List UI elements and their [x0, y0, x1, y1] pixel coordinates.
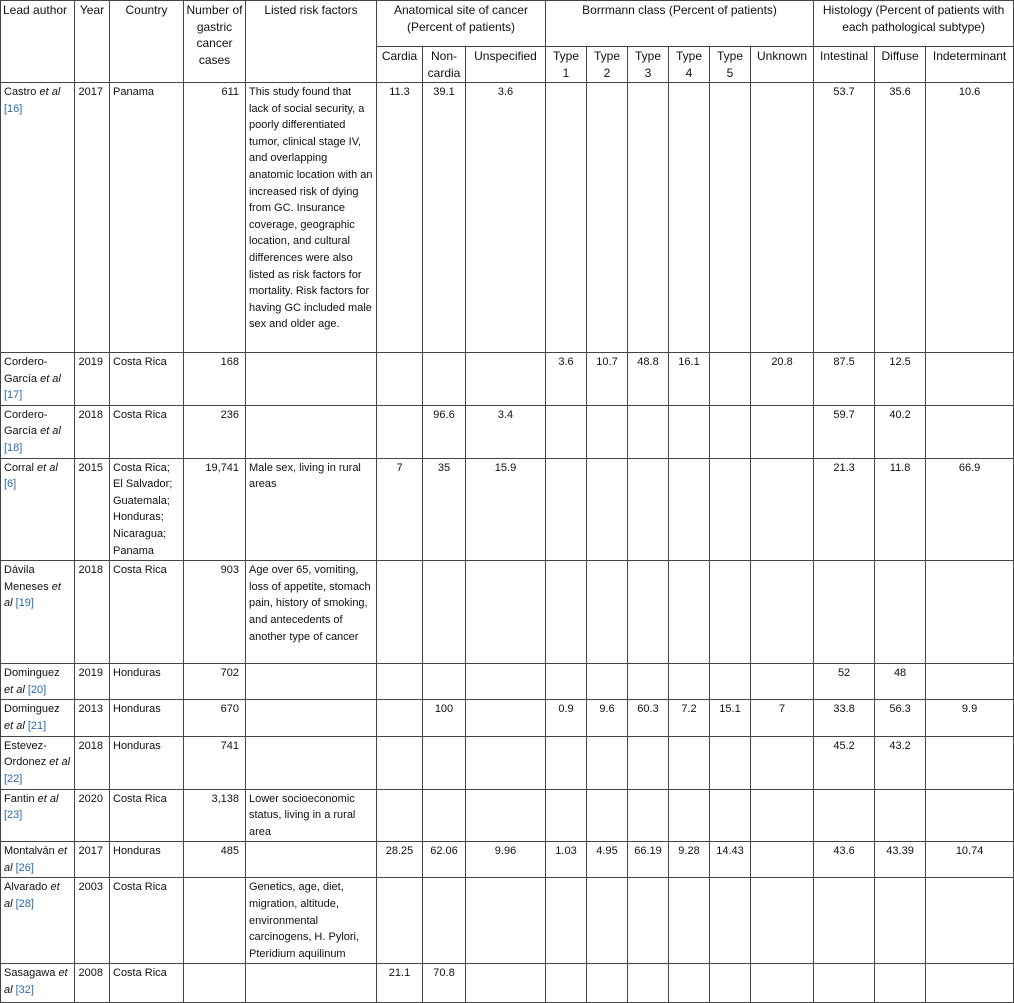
- cell-lead-author: [1, 789, 75, 842]
- cell-t4: [669, 561, 710, 664]
- cell-risk-factors: [246, 736, 377, 789]
- cell-unspec: [466, 353, 546, 406]
- cell-risk-factors: [246, 353, 377, 406]
- author-name: Montalván: [4, 845, 55, 858]
- cell-noncardia: 100: [423, 700, 466, 736]
- reference-link[interactable]: [16]: [4, 102, 23, 115]
- cell-indet: [926, 561, 1014, 664]
- cell-noncardia: [423, 736, 466, 789]
- et-al: et al: [4, 967, 68, 997]
- cell-diffuse: [875, 789, 926, 842]
- reference-link[interactable]: [28]: [15, 898, 34, 911]
- author-name: Dominguez: [4, 703, 60, 716]
- cell-t4: [669, 736, 710, 789]
- author-name: Sasagawa: [4, 967, 56, 980]
- cell-year: 2018: [75, 405, 110, 458]
- cell-t1: [546, 736, 587, 789]
- cell-unspec: 3.4: [466, 405, 546, 458]
- reference-link[interactable]: [17]: [4, 389, 23, 402]
- header-anatomical-site: Anatomical site of cancer (Percent of patients): [377, 1, 546, 47]
- header-unknown: Unknown: [751, 47, 814, 83]
- cell-unknown: [751, 964, 814, 1003]
- reference-link[interactable]: [32]: [15, 984, 34, 997]
- cell-year: 2018: [75, 736, 110, 789]
- header-type-4: Type 4: [669, 47, 710, 83]
- reference-link[interactable]: [6]: [4, 478, 17, 491]
- cell-t2: [587, 458, 628, 561]
- header-lead-author: Lead author: [1, 1, 75, 83]
- header-type-1: Type 1: [546, 47, 587, 83]
- cell-cases: 485: [184, 842, 246, 878]
- header-year: Year: [75, 1, 110, 83]
- cell-diffuse: [875, 561, 926, 664]
- et-al: et al: [49, 756, 71, 769]
- cell-diffuse: 56.3: [875, 700, 926, 736]
- cell-risk-factors: [246, 842, 377, 878]
- cell-t2: 9.6: [587, 700, 628, 736]
- cell-diffuse: 12.5: [875, 353, 926, 406]
- cell-lead-author: [1, 964, 75, 1003]
- reference-link[interactable]: [23]: [4, 809, 23, 822]
- cell-intestinal: 59.7: [814, 405, 875, 458]
- cell-country: Honduras: [110, 700, 184, 736]
- cell-t2: [587, 789, 628, 842]
- cell-cardia: [377, 405, 423, 458]
- et-al: et al: [40, 372, 61, 385]
- cell-unknown: [751, 405, 814, 458]
- cell-t3: 66.19: [628, 842, 669, 878]
- cell-t5: 15.1: [710, 700, 751, 736]
- cell-cardia: [377, 736, 423, 789]
- cell-noncardia: [423, 561, 466, 664]
- header-type-5: Type 5: [710, 47, 751, 83]
- cell-unspec: [466, 736, 546, 789]
- cell-unknown: [751, 789, 814, 842]
- et-al: et al: [37, 461, 58, 474]
- cell-country: Honduras: [110, 736, 184, 789]
- cell-country: Costa Rica: [110, 353, 184, 406]
- cell-t3: 48.8: [628, 353, 669, 406]
- cell-lead-author: [1, 878, 75, 964]
- cell-t4: [669, 964, 710, 1003]
- header-unspecified: Unspecified: [466, 47, 546, 83]
- cell-cases: 702: [184, 664, 246, 700]
- cell-noncardia: 62.06: [423, 842, 466, 878]
- cell-indet: 10.74: [926, 842, 1014, 878]
- cell-intestinal: 45.2: [814, 736, 875, 789]
- cell-risk-factors: Genetics, age, diet, migration, altitude, environmental carcinogens, H. Pylori, Pteridium aquilinum: [246, 878, 377, 964]
- cell-year: 2017: [75, 83, 110, 353]
- cell-indet: [926, 664, 1014, 700]
- cell-t5: 14.43: [710, 842, 751, 878]
- cell-lead-author: [1, 736, 75, 789]
- header-cases: Number of gastric cancer cases: [184, 1, 246, 83]
- cell-country: Costa Rica: [110, 561, 184, 664]
- cell-year: 2015: [75, 458, 110, 561]
- cell-t4: [669, 789, 710, 842]
- cell-t2: [587, 964, 628, 1003]
- cell-noncardia: [423, 789, 466, 842]
- table-row: [1, 353, 1014, 406]
- cell-t3: [628, 964, 669, 1003]
- et-al: et al: [39, 86, 61, 98]
- cell-t4: [669, 664, 710, 700]
- cell-unknown: [751, 561, 814, 664]
- cell-indet: 10.6: [926, 83, 1014, 353]
- cell-intestinal: 21.3: [814, 458, 875, 561]
- header-cardia: Cardia: [377, 47, 423, 83]
- cell-t1: [546, 664, 587, 700]
- cell-t2: [587, 561, 628, 664]
- cell-unknown: [751, 842, 814, 878]
- cell-cardia: [377, 664, 423, 700]
- table-row: [1, 736, 1014, 789]
- cell-cardia: 7: [377, 458, 423, 561]
- et-al: et al: [4, 580, 61, 610]
- cell-intestinal: 43.6: [814, 842, 875, 878]
- cell-unknown: [751, 83, 814, 353]
- table-row: [1, 458, 1014, 561]
- cell-t3: [628, 83, 669, 353]
- author-name: Dominguez: [4, 667, 60, 680]
- cell-unknown: [751, 736, 814, 789]
- table-body: [1, 83, 1014, 1003]
- cell-lead-author: [1, 353, 75, 406]
- cell-cardia: 28.25: [377, 842, 423, 878]
- cell-t3: [628, 736, 669, 789]
- cell-cases: 19,741: [184, 458, 246, 561]
- cell-lead-author: [1, 458, 75, 561]
- cell-cases: 670: [184, 700, 246, 736]
- cell-cases: 236: [184, 405, 246, 458]
- et-al: et al: [4, 881, 60, 911]
- cell-t1: [546, 878, 587, 964]
- cell-diffuse: 40.2: [875, 405, 926, 458]
- cell-country: Costa Rica; El Salvador; Guatemala; Honduras; Nicaragua; Panama: [110, 458, 184, 561]
- header-risk-factors: Listed risk factors: [246, 1, 377, 83]
- cell-indet: [926, 353, 1014, 406]
- cell-t1: [546, 561, 587, 664]
- cell-t1: [546, 405, 587, 458]
- cell-cases: 903: [184, 561, 246, 664]
- cell-lead-author: [1, 405, 75, 458]
- cell-noncardia: 96.6: [423, 405, 466, 458]
- cell-t4: 7.2: [669, 700, 710, 736]
- reference-link[interactable]: [19]: [15, 597, 34, 610]
- cell-cases: [184, 964, 246, 1003]
- cell-cardia: [377, 353, 423, 406]
- header-indeterminant: Indeterminant: [926, 47, 1014, 83]
- reference-link[interactable]: [21]: [27, 719, 47, 732]
- table-row: [1, 964, 1014, 1003]
- cell-lead-author: [1, 664, 75, 700]
- cell-unspec: [466, 664, 546, 700]
- cell-t5: [710, 405, 751, 458]
- cell-lead-author: [1, 700, 75, 736]
- cell-unspec: [466, 700, 546, 736]
- table-row: [1, 664, 1014, 700]
- cell-t5: [710, 458, 751, 561]
- cell-t1: [546, 789, 587, 842]
- header-histology: Histology (Percent of patients with each pathological subtype): [814, 1, 1014, 47]
- cell-noncardia: 70.8: [423, 964, 466, 1003]
- cell-unspec: [466, 878, 546, 964]
- cell-lead-author: [1, 842, 75, 878]
- cell-unspec: 3.6: [466, 83, 546, 353]
- et-al: et al: [40, 425, 61, 438]
- cell-t1: 1.03: [546, 842, 587, 878]
- cell-t2: [587, 878, 628, 964]
- cell-unknown: [751, 664, 814, 700]
- cell-t5: [710, 664, 751, 700]
- cell-indet: [926, 736, 1014, 789]
- cell-noncardia: [423, 878, 466, 964]
- cell-intestinal: 52: [814, 664, 875, 700]
- header-borrmann-class: Borrmann class (Percent of patients): [546, 1, 814, 47]
- table-row: [1, 842, 1014, 878]
- cell-t5: [710, 353, 751, 406]
- cell-year: 2019: [75, 353, 110, 406]
- cell-t4: [669, 405, 710, 458]
- cell-cardia: [377, 700, 423, 736]
- cell-diffuse: [875, 964, 926, 1003]
- cell-year: 2019: [75, 664, 110, 700]
- table-row: [1, 789, 1014, 842]
- author-name: Corral: [4, 461, 34, 474]
- header-type-3: Type 3: [628, 47, 669, 83]
- cell-unspec: 15.9: [466, 458, 546, 561]
- cell-t2: [587, 83, 628, 353]
- cell-t1: [546, 964, 587, 1003]
- cell-cardia: 21.1: [377, 964, 423, 1003]
- cell-intestinal: 33.8: [814, 700, 875, 736]
- cell-t3: [628, 878, 669, 964]
- cell-risk-factors: This study found that lack of social security, a poorly differentiated tumor, clinical stage IV, and overlapping anatomic location with an increased risk of dying from GC. Insurance coverage, geographic location, and cultural differences were also listed as risk factors for mortality. Risk factors for having GC included male sex and older age.: [246, 83, 377, 353]
- cell-indet: [926, 789, 1014, 842]
- cell-cases: [184, 878, 246, 964]
- cell-country: Costa Rica: [110, 405, 184, 458]
- cell-diffuse: 48: [875, 664, 926, 700]
- cell-country: Panama: [110, 83, 184, 353]
- cell-unspec: 9.96: [466, 842, 546, 878]
- cell-diffuse: 35.6: [875, 83, 926, 353]
- cell-lead-author: [1, 83, 75, 353]
- cell-lead-author: [1, 561, 75, 664]
- cell-t4: [669, 458, 710, 561]
- cell-intestinal: [814, 789, 875, 842]
- cell-risk-factors: Age over 65, vomiting, loss of appetite, stomach pain, history of smoking, and antecedents of another type of cancer: [246, 561, 377, 664]
- cell-t4: 16.1: [669, 353, 710, 406]
- cell-risk-factors: [246, 700, 377, 736]
- cell-cases: 3,138: [184, 789, 246, 842]
- cell-cardia: [377, 789, 423, 842]
- reference-link[interactable]: [26]: [15, 861, 34, 874]
- cell-t1: 3.6: [546, 353, 587, 406]
- author-name: Estevez-Ordonez: [4, 739, 47, 769]
- cell-intestinal: [814, 878, 875, 964]
- cell-cardia: [377, 561, 423, 664]
- cell-year: 2008: [75, 964, 110, 1003]
- author-name: Cordero-García: [4, 356, 48, 385]
- cell-indet: [926, 405, 1014, 458]
- cell-t5: [710, 964, 751, 1003]
- cell-t5: [710, 789, 751, 842]
- cell-intestinal: [814, 964, 875, 1003]
- cell-noncardia: [423, 664, 466, 700]
- cell-year: 2003: [75, 878, 110, 964]
- cell-t1: [546, 458, 587, 561]
- header-intestinal: Intestinal: [814, 47, 875, 83]
- cell-t2: 10.7: [587, 353, 628, 406]
- cell-cases: 741: [184, 736, 246, 789]
- cell-cardia: [377, 878, 423, 964]
- table-row: [1, 700, 1014, 736]
- table-row: [1, 878, 1014, 964]
- cell-year: 2020: [75, 789, 110, 842]
- cell-unspec: [466, 789, 546, 842]
- cell-t2: [587, 664, 628, 700]
- cell-t5: [710, 736, 751, 789]
- cell-intestinal: [814, 561, 875, 664]
- cell-t3: [628, 405, 669, 458]
- cell-diffuse: 11.8: [875, 458, 926, 561]
- reference-link[interactable]: [22]: [4, 772, 23, 785]
- cell-year: 2018: [75, 561, 110, 664]
- cell-country: Costa Rica: [110, 789, 184, 842]
- et-al: et al: [4, 845, 68, 874]
- cell-country: Costa Rica: [110, 878, 184, 964]
- cell-country: Costa Rica: [110, 964, 184, 1003]
- author-name: Fantin: [4, 792, 35, 805]
- cell-unspec: [466, 561, 546, 664]
- header-diffuse: Diffuse: [875, 47, 926, 83]
- cell-t3: [628, 789, 669, 842]
- cell-risk-factors: [246, 664, 377, 700]
- cell-t2: 4.95: [587, 842, 628, 878]
- table-row: [1, 405, 1014, 458]
- cell-indet: [926, 964, 1014, 1003]
- cell-year: 2017: [75, 842, 110, 878]
- reference-link[interactable]: [20]: [27, 683, 47, 696]
- cell-unknown: [751, 878, 814, 964]
- cell-t3: [628, 561, 669, 664]
- cell-intestinal: 53.7: [814, 83, 875, 353]
- cell-unknown: [751, 458, 814, 561]
- cell-indet: 9.9: [926, 700, 1014, 736]
- cell-noncardia: [423, 353, 466, 406]
- cell-t3: [628, 458, 669, 561]
- cell-cases: 611: [184, 83, 246, 353]
- cell-unknown: 7: [751, 700, 814, 736]
- author-name: Castro: [4, 86, 37, 98]
- cell-noncardia: 35: [423, 458, 466, 561]
- header-country: Country: [110, 1, 184, 83]
- cell-t3: [628, 664, 669, 700]
- table-row: [1, 83, 1014, 353]
- cell-cases: 168: [184, 353, 246, 406]
- cell-intestinal: 87.5: [814, 353, 875, 406]
- cell-t3: 60.3: [628, 700, 669, 736]
- cell-country: Honduras: [110, 664, 184, 700]
- cell-diffuse: [875, 878, 926, 964]
- cell-risk-factors: [246, 405, 377, 458]
- cell-unknown: 20.8: [751, 353, 814, 406]
- author-name: Dávila Meneses: [4, 564, 49, 593]
- cell-indet: 66.9: [926, 458, 1014, 561]
- cell-t1: 0.9: [546, 700, 587, 736]
- cell-t4: 9.28: [669, 842, 710, 878]
- cell-diffuse: 43.39: [875, 842, 926, 878]
- author-name: Cordero-García: [4, 408, 48, 438]
- cell-t5: [710, 878, 751, 964]
- cell-cardia: 11.3: [377, 83, 423, 353]
- cell-diffuse: 43.2: [875, 736, 926, 789]
- cell-risk-factors: Male sex, living in rural areas: [246, 458, 377, 561]
- header-type-2: Type 2: [587, 47, 628, 83]
- cell-indet: [926, 878, 1014, 964]
- cell-unspec: [466, 964, 546, 1003]
- et-al: et al: [37, 792, 59, 805]
- cell-noncardia: 39.1: [423, 83, 466, 353]
- cell-t5: [710, 83, 751, 353]
- cell-country: Honduras: [110, 842, 184, 878]
- header-noncardia: Non-cardia: [423, 47, 466, 83]
- table-row: [1, 561, 1014, 664]
- cell-t5: [710, 561, 751, 664]
- cell-t1: [546, 83, 587, 353]
- et-al: et al: [4, 719, 25, 732]
- et-al: et al: [4, 683, 25, 696]
- reference-link[interactable]: [18]: [4, 441, 23, 454]
- cell-t2: [587, 405, 628, 458]
- cell-year: 2013: [75, 700, 110, 736]
- cell-t4: [669, 83, 710, 353]
- cell-t2: [587, 736, 628, 789]
- cell-t4: [669, 878, 710, 964]
- cell-risk-factors: Lower socioeconomic status, living in a rural area: [246, 789, 377, 842]
- cell-risk-factors: [246, 964, 377, 1003]
- author-name: Alvarado: [4, 881, 48, 894]
